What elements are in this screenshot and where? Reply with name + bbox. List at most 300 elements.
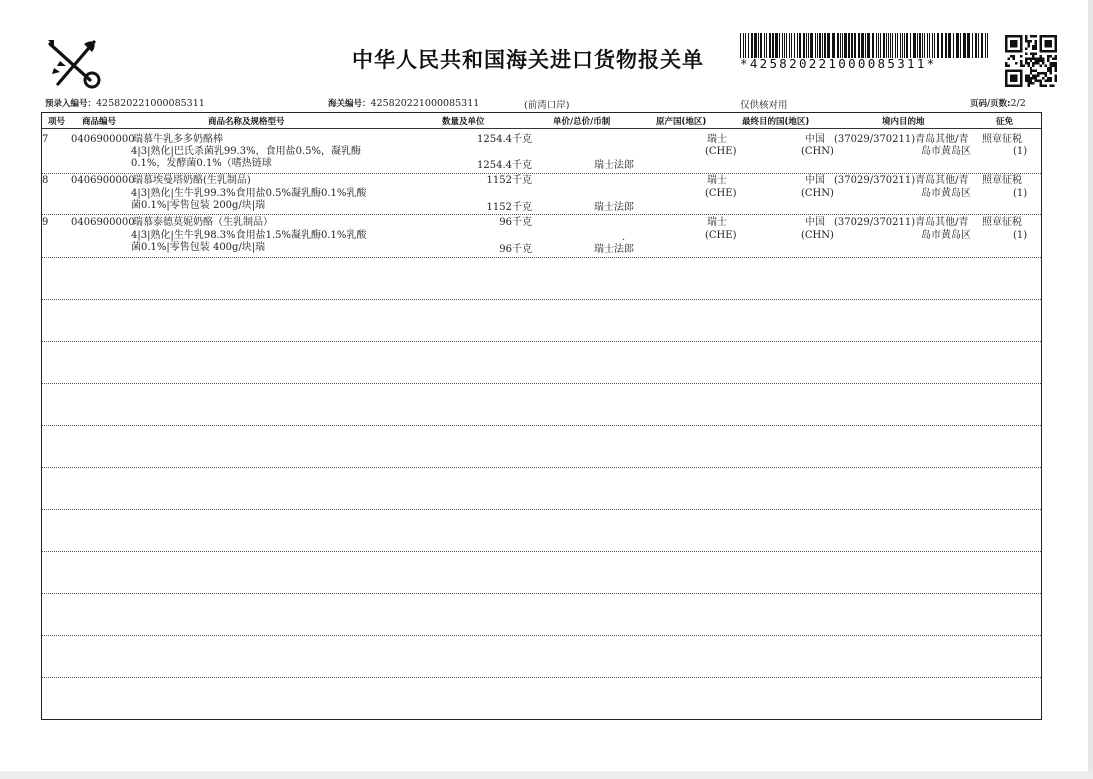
qr-module: [1025, 75, 1027, 77]
qr-module: [1035, 40, 1037, 42]
qr-module: [1020, 65, 1022, 67]
levy-mode: 照章征税: [982, 175, 1022, 186]
qr-module: [1030, 77, 1032, 79]
qr-module: [1035, 62, 1037, 64]
barcode-bar: [827, 33, 830, 58]
qr-module: [1042, 57, 1044, 59]
qr-module: [1010, 75, 1017, 82]
barcode-bar: [929, 33, 930, 58]
row-divider: [42, 257, 1041, 258]
qr-module: [1055, 70, 1057, 72]
port-name: (前湾口岸): [524, 100, 570, 111]
page-edge-shadow: [1088, 0, 1093, 779]
qr-module: [1055, 75, 1057, 77]
qr-module: [1027, 62, 1029, 64]
goods-name: 瑞慕牛乳多多奶酪棒: [133, 134, 223, 145]
qr-module: [1035, 75, 1037, 77]
barcode-bar: [904, 33, 905, 58]
qr-module: [1040, 65, 1042, 67]
barcode-bar: [900, 33, 901, 58]
qr-module: [1047, 80, 1049, 82]
barcode-bar: [876, 33, 877, 58]
qr-module: [1050, 72, 1052, 74]
qr-module: [1025, 60, 1027, 62]
goods-spec-line1: 4|3|熟化|生牛乳98.3%食用盐1.5%凝乳酶0.1%乳酸: [131, 230, 367, 241]
qr-module: [1035, 42, 1037, 44]
qr-module: [1032, 82, 1034, 84]
barcode-bar: [948, 33, 951, 58]
levy-code: (1): [1013, 188, 1028, 199]
barcode-bar: [815, 33, 816, 58]
quantity-declared: 1254.4千克: [477, 160, 532, 171]
qr-module: [1037, 62, 1039, 64]
col-hs-code: 商品编号: [82, 117, 117, 127]
barcode-bar: [878, 33, 879, 58]
destination-code: (CHN): [801, 230, 834, 241]
row-divider: [42, 677, 1041, 678]
barcode-bar: [953, 33, 954, 58]
qr-module: [1045, 65, 1047, 67]
quantity-declared: 96千克: [499, 244, 532, 255]
barcode-bar: [888, 33, 889, 58]
qr-module: [1040, 82, 1042, 84]
barcode-bar: [892, 33, 893, 58]
qr-module: [1030, 70, 1032, 72]
currency: 瑞士法郎: [594, 244, 634, 255]
qr-module: [1045, 85, 1047, 87]
goods-name: 瑞慕泰德莫妮奶酪（生乳制品）: [133, 217, 273, 228]
barcode-bar: [880, 33, 881, 58]
origin-country: 瑞士: [707, 217, 727, 228]
barcode-bar: [902, 33, 903, 58]
qr-module: [1037, 75, 1039, 77]
qr-module: [1035, 52, 1037, 54]
qr-module: [1035, 57, 1037, 59]
qr-module: [1047, 55, 1049, 57]
qr-module: [1012, 55, 1014, 57]
row-divider: [42, 173, 1041, 174]
qr-module: [1055, 80, 1057, 82]
item-no: 9: [42, 217, 49, 228]
qr-module: [1012, 57, 1014, 59]
item-no: 7: [42, 134, 49, 145]
barcode-bar: [960, 33, 961, 58]
qr-module: [1035, 47, 1037, 49]
qr-module: [1052, 85, 1054, 87]
qr-module: [1047, 67, 1049, 69]
barcode-bar: [858, 33, 860, 58]
qr-module: [1047, 70, 1049, 72]
barcode-text: *425820221000085311*: [740, 56, 937, 71]
barcode-bar: [751, 33, 753, 58]
barcode-bar: [848, 33, 850, 58]
qr-module: [1052, 65, 1054, 67]
qr-module: [1032, 45, 1034, 47]
barcode-bar: [924, 33, 925, 58]
pre-entry-label: 预录入编号：: [45, 99, 97, 109]
qr-module: [1040, 55, 1042, 57]
goods-spec-line2: 菌0.1%|零售包装 200g/块|瑞: [131, 200, 266, 211]
barcode-bar: [832, 33, 835, 58]
qr-module: [1032, 55, 1034, 57]
qr-module: [1032, 52, 1034, 54]
qr-module: [1047, 57, 1049, 59]
qr-module: [1050, 67, 1052, 69]
qr-module: [1027, 45, 1029, 47]
qr-module: [1055, 55, 1057, 57]
col-quantity: 数量及单位: [442, 117, 485, 127]
levy-code: (1): [1013, 230, 1028, 241]
qr-module: [1030, 72, 1032, 74]
barcode-bar: [844, 33, 847, 58]
pre-entry-number: [45, 97, 205, 109]
qr-module: [1010, 40, 1017, 47]
qr-module: [1032, 35, 1034, 37]
qr-module: [1050, 65, 1052, 67]
origin-code: (CHE): [705, 188, 737, 199]
barcode-bar: [895, 33, 896, 58]
barcode-bar: [985, 33, 986, 58]
barcode-bar: [758, 33, 759, 58]
goods-spec-line1: 4|3|熟化|巴氏杀菌乳99.3%，食用盐0.5%，凝乳酶: [131, 146, 362, 157]
destination-country: 中国: [805, 217, 825, 228]
qr-module: [1030, 67, 1032, 69]
barcode-bar: [890, 33, 891, 58]
qr-module: [1055, 77, 1057, 79]
row-divider: [42, 214, 1041, 215]
goods-spec-line2: 菌0.1%|零售包装 400g/块|瑞: [131, 242, 266, 253]
barcode-bar: [917, 33, 918, 58]
qr-module: [1025, 80, 1027, 82]
barcode-bar: [791, 33, 792, 58]
qr-module: [1025, 40, 1027, 42]
qr-module: [1025, 57, 1027, 59]
barcode-bar: [934, 33, 935, 58]
barcode-bar: [799, 33, 801, 58]
barcode-bar: [886, 33, 887, 58]
barcode-bar: [872, 33, 874, 58]
qr-module: [1050, 80, 1052, 82]
barcode-bar: [789, 33, 790, 58]
currency: 瑞士法郎: [594, 160, 634, 171]
qr-module: [1032, 70, 1034, 72]
row-divider: [42, 299, 1041, 300]
barcode-bar: [786, 33, 787, 58]
qr-module: [1007, 57, 1009, 59]
barcode-bar: [865, 33, 866, 58]
barcode-bar: [766, 33, 767, 58]
barcode-bar: [932, 33, 933, 58]
qr-module: [1035, 35, 1037, 37]
qr-module: [1015, 62, 1017, 64]
barcode-bar: [745, 33, 746, 58]
origin-code: (CHE): [705, 230, 737, 241]
qr-module: [1055, 57, 1057, 59]
qr-module: [1022, 65, 1024, 67]
qr-module: [1055, 62, 1057, 64]
col-destination-country: 最终目的国(地区): [742, 117, 810, 127]
row-divider: [42, 635, 1041, 636]
pre-entry-value: 425820221000085311: [96, 98, 205, 109]
barcode-bar: [803, 33, 805, 58]
qr-module: [1042, 77, 1044, 79]
customs-number-value: 425820221000085311: [370, 98, 480, 109]
barcode-bar: [824, 33, 826, 58]
qr-module: [1027, 65, 1029, 67]
qr-module: [1050, 55, 1052, 57]
barcode-bar: [861, 33, 864, 58]
barcode-bar: [769, 33, 771, 58]
domestic-district: 岛市黄岛区: [921, 230, 971, 241]
barcode-bar: [922, 33, 923, 58]
barcode-bar: [760, 33, 762, 58]
header-divider: [42, 128, 1041, 129]
barcode-bar: [945, 33, 947, 58]
price-mark: .: [622, 232, 626, 243]
quantity-legal: 1152千克: [486, 175, 532, 186]
barcode-bar: [806, 33, 807, 58]
document-title: 中华人民共和国海关进口货物报关单: [352, 48, 704, 72]
barcode-bar: [775, 33, 778, 58]
qr-module: [1027, 80, 1029, 82]
qr-module: [1052, 57, 1054, 59]
qr-module: [1035, 77, 1037, 79]
qr-module: [1055, 67, 1057, 69]
barcode-bar: [797, 33, 798, 58]
destination-code: (CHN): [801, 188, 834, 199]
qr-module: [1050, 85, 1052, 87]
qr-module: [1045, 75, 1047, 77]
qr-module: [1032, 57, 1034, 59]
qr-module: [1047, 77, 1049, 79]
barcode-bar: [919, 33, 921, 58]
goods-spec-line2: 0.1%，发酵菌0.1%（嗜热链球: [131, 158, 272, 169]
col-price: 单价/总价/币制: [553, 117, 611, 127]
col-levy: 征免: [996, 117, 1014, 127]
barcode-bar: [837, 33, 839, 58]
hs-code: 0406900000: [71, 175, 135, 186]
qr-module: [1005, 62, 1007, 64]
qr-module: [1027, 40, 1029, 42]
col-name-spec: 商品名称及规格型号: [208, 117, 285, 127]
qr-module: [1030, 82, 1032, 84]
qr-module: [1052, 62, 1054, 64]
barcode-bar: [913, 33, 916, 58]
goods-name: 瑞慕埃曼塔奶酪(生乳制品): [133, 175, 251, 186]
barcode-bar: [883, 33, 885, 58]
domestic-destination: (37029/370211)青岛其他/青: [834, 175, 969, 186]
barcode-bar: [941, 33, 943, 58]
barcode-bar: [740, 33, 741, 58]
qr-module: [1027, 82, 1029, 84]
barcode-bar: [808, 33, 809, 58]
qr-module: [1042, 72, 1044, 74]
qr-module: [1037, 80, 1039, 82]
barcode-bar: [784, 33, 785, 58]
qr-module: [1025, 37, 1027, 39]
qr-module: [1040, 60, 1042, 62]
qr-module: [1050, 70, 1052, 72]
barcode-bar: [748, 33, 749, 58]
qr-module: [1035, 70, 1037, 72]
barcode-bar: [906, 33, 908, 58]
barcode-bar: [764, 33, 765, 58]
qr-module: [1032, 65, 1034, 67]
barcode-bar: [937, 33, 939, 58]
customs-number: [328, 97, 479, 109]
qr-module: [1032, 47, 1034, 49]
barcode-bar: [819, 33, 821, 58]
origin-country: 瑞士: [707, 134, 727, 145]
qr-module: [1042, 60, 1044, 62]
qr-module: [1035, 80, 1037, 82]
barcode-bar: [927, 33, 928, 58]
domestic-district: 岛市黄岛区: [921, 188, 971, 199]
row-divider: [42, 551, 1041, 552]
col-item-no: 项号: [48, 117, 66, 127]
origin-country: 瑞士: [707, 175, 727, 186]
barcode-bar: [743, 33, 744, 58]
barcode-bar: [967, 33, 970, 58]
barcode-bar: [842, 33, 843, 58]
qr-module: [1040, 85, 1042, 87]
qr-module: [1030, 60, 1032, 62]
barcode-bar: [817, 33, 818, 58]
barcode-bar: [867, 33, 870, 58]
barcode-bar: [972, 33, 973, 58]
qr-module: [1027, 75, 1029, 77]
qr-module: [1025, 62, 1027, 64]
barcode-bar: [851, 33, 853, 58]
levy-code: (1): [1013, 146, 1028, 157]
qr-module: [1050, 62, 1052, 64]
barcode-bar: [956, 33, 959, 58]
destination-country: 中国: [805, 134, 825, 145]
barcode-bar: [897, 33, 898, 58]
qr-module: [1040, 80, 1042, 82]
row-divider: [42, 467, 1041, 468]
domestic-destination: (37029/370211)青岛其他/青: [834, 134, 969, 145]
qr-module: [1027, 85, 1029, 87]
barcode-bar: [754, 33, 757, 58]
qr-module: [1042, 85, 1044, 87]
col-origin: 原产国(地区): [656, 117, 707, 127]
qr-module: [1037, 72, 1039, 74]
destination-code: (CHN): [801, 146, 834, 157]
audit-note: 仅供核对用: [740, 100, 788, 111]
barcode-bar: [987, 33, 988, 58]
row-divider: [42, 509, 1041, 510]
qr-module: [1007, 65, 1009, 67]
qr-module: [1035, 60, 1037, 62]
barcode-bar: [981, 33, 983, 58]
row-divider: [42, 341, 1041, 342]
qr-module: [1027, 77, 1029, 79]
qr-module: [1045, 80, 1047, 82]
qr-module: [1020, 62, 1022, 64]
customs-emblem-icon: [44, 36, 104, 92]
qr-module: [1037, 60, 1039, 62]
qr-module: [1010, 55, 1012, 57]
levy-mode: 照章征税: [982, 217, 1022, 228]
barcode-bar: [794, 33, 795, 58]
quantity-legal: 1254.4千克: [477, 134, 532, 145]
qr-module: [1045, 40, 1052, 47]
barcode-bar: [779, 33, 780, 58]
qr-module: [1032, 77, 1034, 79]
barcode-bar: [910, 33, 911, 58]
barcode-bar: [782, 33, 783, 58]
barcode-bar: [963, 33, 966, 58]
customs-number-label: 海关编号：: [328, 99, 371, 109]
qr-module: [1032, 62, 1034, 64]
goods-spec-line1: 4|3|熟化|生牛乳99.3%食用盐0.5%凝乳酶0.1%乳酸: [131, 188, 367, 199]
qr-module: [1025, 77, 1027, 79]
qr-module: [1027, 42, 1029, 44]
hs-code: 0406900000: [71, 134, 135, 145]
barcode-bar: [810, 33, 813, 58]
qr-module: [1035, 45, 1037, 47]
currency: 瑞士法郎: [594, 202, 634, 213]
qr-module: [1030, 80, 1032, 82]
qr-module: [1025, 52, 1027, 54]
barcode-bar: [978, 33, 979, 58]
qr-module: [1030, 57, 1032, 59]
quantity-legal: 96千克: [499, 217, 532, 228]
barcode-bar: [840, 33, 841, 58]
qr-module: [1030, 40, 1032, 42]
qr-module: [1030, 52, 1032, 54]
page-label: 页码/页数:: [970, 99, 1011, 109]
origin-code: (CHE): [705, 146, 737, 157]
qr-module: [1040, 57, 1042, 59]
qr-module: [1047, 60, 1049, 62]
barcode-bar: [975, 33, 977, 58]
row-divider: [42, 593, 1041, 594]
page-bottom-edge: [0, 771, 1093, 779]
qr-module: [1005, 65, 1007, 67]
qr-module: [1025, 47, 1027, 49]
hs-code: 0406900000: [71, 217, 135, 228]
qr-module: [1027, 57, 1029, 59]
item-no: 8: [42, 175, 49, 186]
domestic-destination: (37029/370211)青岛其他/青: [834, 217, 969, 228]
qr-module: [1020, 60, 1022, 62]
qr-module: [1050, 77, 1052, 79]
qr-module: [1042, 62, 1044, 64]
qr-module: [1037, 57, 1039, 59]
page-value: 2/2: [1010, 98, 1026, 109]
qr-module: [1030, 35, 1032, 37]
domestic-district: 岛市黄岛区: [921, 146, 971, 157]
page-indicator: [970, 97, 1026, 109]
qr-module: [1025, 35, 1027, 37]
quantity-declared: 1152千克: [486, 202, 532, 213]
qr-module: [1045, 72, 1047, 74]
destination-country: 中国: [805, 175, 825, 186]
levy-mode: 照章征税: [982, 134, 1022, 145]
qr-module: [1032, 75, 1034, 77]
barcode-bar: [822, 33, 823, 58]
barcode-bar: [854, 33, 856, 58]
qr-code: [1005, 35, 1057, 87]
qr-module: [1020, 55, 1022, 57]
barcode-bar: [772, 33, 774, 58]
row-divider: [42, 383, 1041, 384]
barcode: [740, 33, 988, 58]
qr-module: [1055, 65, 1057, 67]
qr-module: [1040, 72, 1042, 74]
